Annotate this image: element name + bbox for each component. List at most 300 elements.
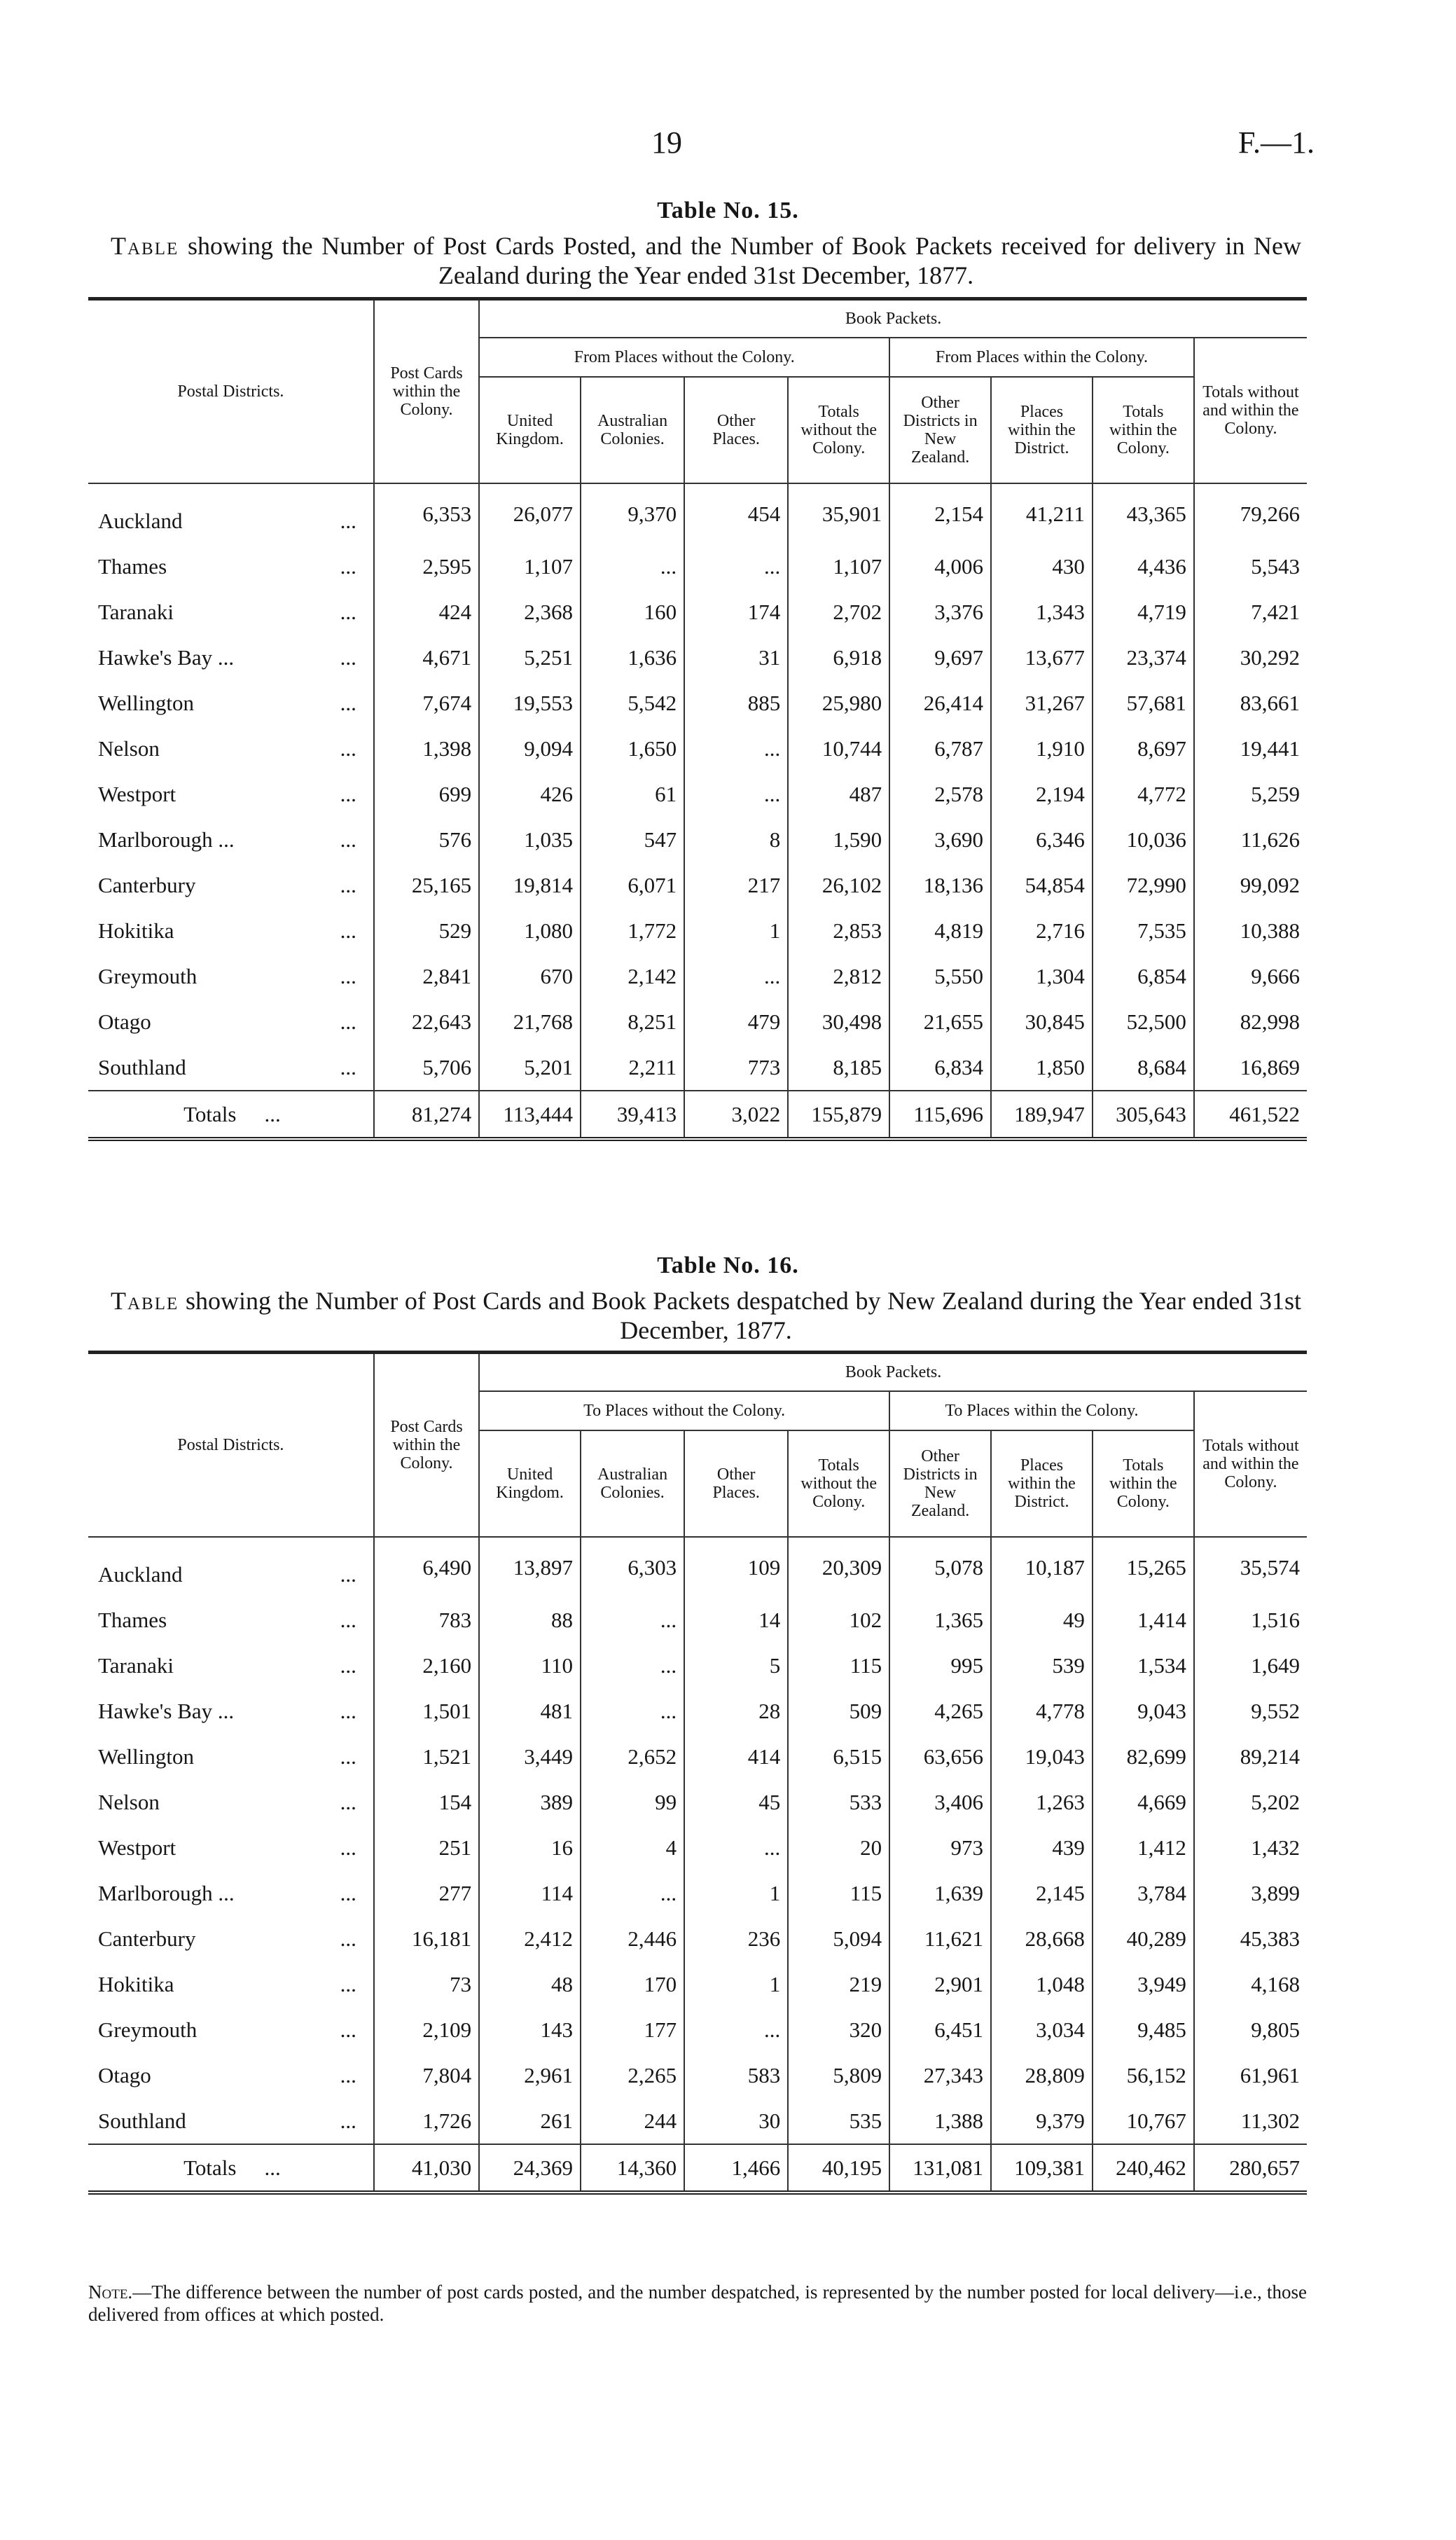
uk-cell: 2,412: [479, 1916, 581, 1961]
other-districts-cell: 18,136: [889, 862, 991, 908]
places-district-cell: 10,187: [991, 1537, 1093, 1597]
post-cards-cell: 73: [374, 1961, 479, 2007]
total-places-district-cell: 189,947: [991, 1091, 1093, 1139]
other-cell: 1: [684, 1961, 788, 2007]
post-cards-cell: 7,804: [374, 2052, 479, 2098]
grand-total-cell: 19,441: [1240, 736, 1300, 761]
totals-without-cell: 1,107: [788, 544, 889, 589]
district-cell: [88, 544, 374, 589]
district-cell: [88, 1044, 374, 1091]
grand-total-cell: 79,266: [1240, 501, 1300, 526]
grand-total-cell: 5,259: [1251, 781, 1300, 806]
header-tot-within: Totals within the Colony.: [1093, 377, 1194, 483]
totals-label: Totals: [183, 2155, 237, 2180]
grand-total-cell: 10,388: [1240, 918, 1300, 943]
table-row: [88, 999, 1307, 1044]
other-cell: 217: [684, 862, 788, 908]
post-cards-cell: 154: [374, 1779, 479, 1825]
other-cell: ...: [684, 544, 788, 589]
grand-total-cell: 16,869: [1240, 1054, 1300, 1079]
other-districts-cell: 6,787: [889, 726, 991, 771]
table-row: [88, 483, 1307, 544]
totals-within-cell: 3,949: [1093, 1961, 1194, 2007]
total-other-cell: 3,022: [684, 1091, 788, 1139]
uk-cell: 19,553: [479, 680, 581, 726]
district-cell: [88, 2098, 374, 2144]
other-cell: 14: [684, 1597, 788, 1643]
other-cell: ...: [684, 953, 788, 999]
leader-dots: ...: [340, 872, 356, 897]
totals-without-cell: 509: [788, 1688, 889, 1734]
district-cell: [88, 483, 374, 544]
totals-without-cell: 26,102: [788, 862, 889, 908]
table-row: [88, 1643, 1307, 1688]
district-name: Hokitika: [98, 918, 174, 943]
other-districts-cell: 3,376: [889, 589, 991, 635]
totals-without-cell: 533: [788, 1779, 889, 1825]
uk-cell: 21,768: [479, 999, 581, 1044]
uk-cell: 48: [479, 1961, 581, 2007]
totals-without-cell: 487: [788, 771, 889, 817]
leader-dots: ...: [340, 827, 356, 852]
totals-within-cell: 1,412: [1093, 1825, 1194, 1870]
grand-total-cell: 30,292: [1240, 644, 1300, 670]
table-row: [88, 1961, 1307, 2007]
totals-within-cell: 1,534: [1093, 1643, 1194, 1688]
district-name: Marlborough ...: [98, 1880, 235, 1905]
leader-dots: ...: [340, 2108, 356, 2133]
table-15: [88, 297, 1307, 1141]
district-name: Greymouth: [98, 963, 197, 988]
table-row: [88, 2007, 1307, 2052]
totals-without-cell: 2,812: [788, 953, 889, 999]
grand-total-cell: 9,552: [1251, 1698, 1300, 1723]
other-cell: 885: [684, 680, 788, 726]
table-row: [88, 680, 1307, 726]
totals-without-cell: 2,702: [788, 589, 889, 635]
leader-dots: ...: [340, 1926, 356, 1951]
table-row: [88, 1779, 1307, 1825]
other-districts-cell: 9,697: [889, 635, 991, 680]
district-cell: [88, 1779, 374, 1825]
district-name: Southland: [98, 1054, 186, 1079]
post-cards-cell: 5,706: [374, 1044, 479, 1091]
header-uk: United Kingdom.: [479, 1430, 581, 1537]
other-districts-cell: 2,154: [889, 483, 991, 544]
district-cell: [88, 2007, 374, 2052]
places-district-cell: 1,263: [991, 1779, 1093, 1825]
totals-within-cell: 8,684: [1093, 1044, 1194, 1091]
other-cell: 5: [684, 1643, 788, 1688]
header-aus: Australian Colonies.: [581, 1430, 684, 1537]
places-district-cell: 30,845: [991, 999, 1093, 1044]
other-cell: 1: [684, 1870, 788, 1916]
uk-cell: 26,077: [479, 483, 581, 544]
other-districts-cell: 6,451: [889, 2007, 991, 2052]
leader-dots: ...: [340, 508, 356, 533]
places-district-cell: 28,668: [991, 1916, 1093, 1961]
uk-cell: 670: [479, 953, 581, 999]
table-16: [88, 1351, 1307, 2195]
totals-without-cell: 10,744: [788, 726, 889, 771]
table-16-caption-lead: Table: [111, 1287, 179, 1315]
table-16-caption-text: showing the Number of Post Cards and Book Packets despatched by New Zealand during the Year ended 31st December, 1877.: [185, 1287, 1301, 1344]
post-cards-cell: 22,643: [374, 999, 479, 1044]
totals-within-cell: 1,414: [1093, 1597, 1194, 1643]
leader-dots: ...: [340, 644, 356, 670]
totals-without-cell: 5,809: [788, 2052, 889, 2098]
table-row: [88, 817, 1307, 862]
other-districts-cell: 6,834: [889, 1044, 991, 1091]
totals-without-cell: 535: [788, 2098, 889, 2144]
header-group-without: From Places without the Colony.: [479, 338, 889, 377]
australian-cell: 9,370: [581, 483, 684, 544]
header-book-packets: Book Packets.: [479, 1353, 1307, 1392]
other-districts-cell: 2,901: [889, 1961, 991, 2007]
table-row: [88, 1044, 1307, 1091]
total-totals-without-cell: 40,195: [788, 2144, 889, 2193]
uk-cell: 261: [479, 2098, 581, 2144]
other-districts-cell: 5,078: [889, 1537, 991, 1597]
totals-without-cell: 8,185: [788, 1044, 889, 1091]
australian-cell: 6,071: [581, 862, 684, 908]
other-districts-cell: 3,406: [889, 1779, 991, 1825]
district-name: Hokitika: [98, 1971, 174, 1996]
totals-within-cell: 15,265: [1093, 1537, 1194, 1597]
uk-cell: 5,251: [479, 635, 581, 680]
other-districts-cell: 2,578: [889, 771, 991, 817]
table-row: [88, 1688, 1307, 1734]
table-row: [88, 2052, 1307, 2098]
district-name: Wellington: [98, 690, 194, 715]
uk-cell: 143: [479, 2007, 581, 2052]
grand-total-cell: 1,432: [1251, 1835, 1300, 1860]
leader-dots: ...: [340, 2062, 356, 2087]
table-row: [88, 589, 1307, 635]
district-name: Thames: [98, 553, 167, 579]
other-districts-cell: 3,690: [889, 817, 991, 862]
other-districts-cell: 1,388: [889, 2098, 991, 2144]
district-cell: [88, 1597, 374, 1643]
post-cards-cell: 699: [374, 771, 479, 817]
totals-within-cell: 82,699: [1093, 1734, 1194, 1779]
uk-cell: 110: [479, 1643, 581, 1688]
places-district-cell: 539: [991, 1643, 1093, 1688]
places-district-cell: 28,809: [991, 2052, 1093, 2098]
australian-cell: 6,303: [581, 1537, 684, 1597]
grand-total-cell: 35,574: [1240, 1554, 1300, 1580]
district-name: Thames: [98, 1607, 167, 1632]
header-book-packets: Book Packets.: [479, 299, 1307, 338]
other-cell: 31: [684, 635, 788, 680]
district-name: Otago: [98, 1009, 151, 1034]
totals-within-cell: 4,772: [1093, 771, 1194, 817]
page-number: 19: [651, 125, 682, 160]
places-district-cell: 41,211: [991, 483, 1093, 544]
header-grand-total: Totals without and within the Colony.: [1194, 1391, 1307, 1537]
district-cell: [88, 1961, 374, 2007]
grand-total-cell: 89,214: [1240, 1744, 1300, 1769]
totals-within-cell: 10,767: [1093, 2098, 1194, 2144]
total-totals-within-cell: 305,643: [1093, 1091, 1194, 1139]
totals-within-cell: 6,854: [1093, 953, 1194, 999]
district-cell: [88, 2052, 374, 2098]
leader-dots: ...: [340, 1607, 356, 1632]
australian-cell: ...: [581, 1870, 684, 1916]
footnote-lead: Note.: [88, 2282, 133, 2303]
leader-dots: ...: [340, 963, 356, 988]
table-16-caption: [111, 1286, 1301, 1345]
total-post-cards-cell: 41,030: [374, 2144, 479, 2193]
places-district-cell: 1,850: [991, 1044, 1093, 1091]
leader-dots: ...: [340, 553, 356, 579]
district-name: Southland: [98, 2108, 186, 2133]
grand-total-cell: 11,626: [1240, 827, 1300, 852]
other-districts-cell: 1,365: [889, 1597, 991, 1643]
uk-cell: 13,897: [479, 1537, 581, 1597]
district-name: Otago: [98, 2062, 151, 2087]
district-name: Taranaki: [98, 1652, 174, 1678]
australian-cell: 177: [581, 2007, 684, 2052]
australian-cell: 2,652: [581, 1734, 684, 1779]
australian-cell: 2,211: [581, 1044, 684, 1091]
totals-without-cell: 219: [788, 1961, 889, 2007]
australian-cell: 5,542: [581, 680, 684, 726]
header-uk: United Kingdom.: [479, 377, 581, 483]
post-cards-cell: 2,595: [374, 544, 479, 589]
total-totals-without-cell: 155,879: [788, 1091, 889, 1139]
other-districts-cell: 26,414: [889, 680, 991, 726]
total-uk-cell: 24,369: [479, 2144, 581, 2193]
header-grand-total: Totals without and within the Colony.: [1194, 338, 1307, 483]
uk-cell: 1,107: [479, 544, 581, 589]
uk-cell: 2,368: [479, 589, 581, 635]
totals-within-cell: 4,719: [1093, 589, 1194, 635]
total-totals-within-cell: 240,462: [1093, 2144, 1194, 2193]
other-districts-cell: 1,639: [889, 1870, 991, 1916]
other-districts-cell: 4,006: [889, 544, 991, 589]
other-cell: ...: [684, 726, 788, 771]
leader-dots: ...: [340, 1835, 356, 1860]
australian-cell: 1,636: [581, 635, 684, 680]
header-tot-without: Totals without the Colony.: [788, 1430, 889, 1537]
post-cards-cell: 529: [374, 908, 479, 953]
post-cards-cell: 783: [374, 1597, 479, 1643]
australian-cell: 2,265: [581, 2052, 684, 2098]
totals-without-cell: 35,901: [788, 483, 889, 544]
totals-without-cell: 20: [788, 1825, 889, 1870]
totals-without-cell: 115: [788, 1870, 889, 1916]
other-districts-cell: 4,265: [889, 1688, 991, 1734]
leader-dots: ...: [340, 599, 356, 624]
totals-within-cell: 52,500: [1093, 999, 1194, 1044]
total-grand-total-cell: 280,657: [1194, 2144, 1307, 2193]
other-districts-cell: 63,656: [889, 1734, 991, 1779]
totals-without-cell: 2,853: [788, 908, 889, 953]
district-name: Nelson: [98, 1789, 160, 1814]
grand-total-cell: 9,805: [1251, 2017, 1300, 2042]
australian-cell: 8,251: [581, 999, 684, 1044]
total-australian-cell: 39,413: [581, 1091, 684, 1139]
australian-cell: ...: [581, 1597, 684, 1643]
district-cell: [88, 999, 374, 1044]
post-cards-cell: 16,181: [374, 1916, 479, 1961]
places-district-cell: 1,048: [991, 1961, 1093, 2007]
other-cell: 1: [684, 908, 788, 953]
post-cards-cell: 7,674: [374, 680, 479, 726]
places-district-cell: 19,043: [991, 1734, 1093, 1779]
leader-dots: ...: [340, 736, 356, 761]
table-row: [88, 1734, 1307, 1779]
places-district-cell: 9,379: [991, 2098, 1093, 2144]
leader-dots: ...: [340, 2017, 356, 2042]
grand-total-cell: 4,168: [1251, 1971, 1300, 1996]
table-15-caption-text: showing the Number of Post Cards Posted, and the Number of Book Packets received for delivery in New Zealand during the Year ended 31st December, 1877.: [187, 232, 1301, 289]
other-districts-cell: 995: [889, 1643, 991, 1688]
totals-within-cell: 10,036: [1093, 817, 1194, 862]
uk-cell: 16: [479, 1825, 581, 1870]
australian-cell: 1,650: [581, 726, 684, 771]
page-reference: F.—1.: [1238, 125, 1315, 160]
total-other-cell: 1,466: [684, 2144, 788, 2193]
other-cell: 109: [684, 1537, 788, 1597]
uk-cell: 2,961: [479, 2052, 581, 2098]
header-other-districts: Other Districts in New Zealand.: [889, 1430, 991, 1537]
totals-without-cell: 115: [788, 1643, 889, 1688]
totals-label-cell: [88, 1091, 374, 1139]
places-district-cell: 4,778: [991, 1688, 1093, 1734]
grand-total-cell: 99,092: [1240, 872, 1300, 897]
leader-dots: ...: [340, 1880, 356, 1905]
uk-cell: 481: [479, 1688, 581, 1734]
leader-dots: ...: [340, 690, 356, 715]
district-name: Greymouth: [98, 2017, 197, 2042]
district-name: Canterbury: [98, 872, 196, 897]
post-cards-cell: 6,490: [374, 1537, 479, 1597]
table-row: [88, 1537, 1307, 1597]
places-district-cell: 3,034: [991, 2007, 1093, 2052]
table-row: [88, 1597, 1307, 1643]
table-15-caption-lead: Table: [111, 232, 179, 260]
other-cell: 30: [684, 2098, 788, 2144]
header-post-cards: Post Cards within the Colony.: [374, 1353, 479, 1538]
leader-dots: ...: [340, 1698, 356, 1723]
footnote: [88, 2281, 1307, 2326]
leader-dots: ...: [264, 1101, 281, 1126]
total-places-district-cell: 109,381: [991, 2144, 1093, 2193]
total-uk-cell: 113,444: [479, 1091, 581, 1139]
totals-within-cell: 4,436: [1093, 544, 1194, 589]
totals-row: [88, 1091, 1307, 1139]
total-other-districts-cell: 115,696: [889, 1091, 991, 1139]
leader-dots: ...: [340, 781, 356, 806]
other-cell: 583: [684, 2052, 788, 2098]
totals-without-cell: 320: [788, 2007, 889, 2052]
other-districts-cell: 973: [889, 1825, 991, 1870]
totals-within-cell: 40,289: [1093, 1916, 1194, 1961]
table-row: [88, 1825, 1307, 1870]
header-other: Other Places.: [684, 377, 788, 483]
places-district-cell: 1,304: [991, 953, 1093, 999]
totals-within-cell: 57,681: [1093, 680, 1194, 726]
totals-within-cell: 4,669: [1093, 1779, 1194, 1825]
district-name: Marlborough ...: [98, 827, 235, 852]
totals-label-cell: [88, 2144, 374, 2193]
district-cell: [88, 635, 374, 680]
totals-without-cell: 20,309: [788, 1537, 889, 1597]
places-district-cell: 49: [991, 1597, 1093, 1643]
other-districts-cell: 4,819: [889, 908, 991, 953]
header-places-district: Places within the District.: [991, 1430, 1093, 1537]
post-cards-cell: 576: [374, 817, 479, 862]
table-row: [88, 862, 1307, 908]
totals-within-cell: 8,697: [1093, 726, 1194, 771]
uk-cell: 114: [479, 1870, 581, 1916]
total-grand-total-cell: 461,522: [1194, 1091, 1307, 1139]
district-cell: [88, 908, 374, 953]
district-cell: [88, 1537, 374, 1597]
uk-cell: 19,814: [479, 862, 581, 908]
post-cards-cell: 1,501: [374, 1688, 479, 1734]
australian-cell: 99: [581, 1779, 684, 1825]
district-cell: [88, 1734, 374, 1779]
table-row: [88, 635, 1307, 680]
totals-within-cell: 23,374: [1093, 635, 1194, 680]
table-row: [88, 1916, 1307, 1961]
district-name: Westport: [98, 1835, 176, 1860]
australian-cell: ...: [581, 544, 684, 589]
district-name: Hawke's Bay ...: [98, 644, 235, 670]
other-cell: 45: [684, 1779, 788, 1825]
grand-total-cell: 5,543: [1251, 553, 1300, 579]
header-tot-without: Totals without the Colony.: [788, 377, 889, 483]
header-group-without: To Places without the Colony.: [479, 1391, 889, 1430]
australian-cell: ...: [581, 1643, 684, 1688]
table-row: [88, 908, 1307, 953]
other-cell: 414: [684, 1734, 788, 1779]
grand-total-cell: 9,666: [1251, 963, 1300, 988]
places-district-cell: 2,145: [991, 1870, 1093, 1916]
places-district-cell: 13,677: [991, 635, 1093, 680]
australian-cell: 2,142: [581, 953, 684, 999]
other-cell: 236: [684, 1916, 788, 1961]
uk-cell: 389: [479, 1779, 581, 1825]
header-places-district: Places within the District.: [991, 377, 1093, 483]
district-cell: [88, 1870, 374, 1916]
district-cell: [88, 862, 374, 908]
district-cell: [88, 771, 374, 817]
post-cards-cell: 25,165: [374, 862, 479, 908]
district-name: Westport: [98, 781, 176, 806]
district-cell: [88, 1825, 374, 1870]
totals-without-cell: 1,590: [788, 817, 889, 862]
district-cell: [88, 1916, 374, 1961]
header-aus: Australian Colonies.: [581, 377, 684, 483]
other-cell: 174: [684, 589, 788, 635]
table-row: [88, 771, 1307, 817]
post-cards-cell: 4,671: [374, 635, 479, 680]
post-cards-cell: 277: [374, 1870, 479, 1916]
totals-without-cell: 30,498: [788, 999, 889, 1044]
district-cell: [88, 680, 374, 726]
total-other-districts-cell: 131,081: [889, 2144, 991, 2193]
australian-cell: 61: [581, 771, 684, 817]
australian-cell: ...: [581, 1688, 684, 1734]
table-row: [88, 953, 1307, 999]
places-district-cell: 2,716: [991, 908, 1093, 953]
places-district-cell: 31,267: [991, 680, 1093, 726]
district-name: Wellington: [98, 1744, 194, 1769]
